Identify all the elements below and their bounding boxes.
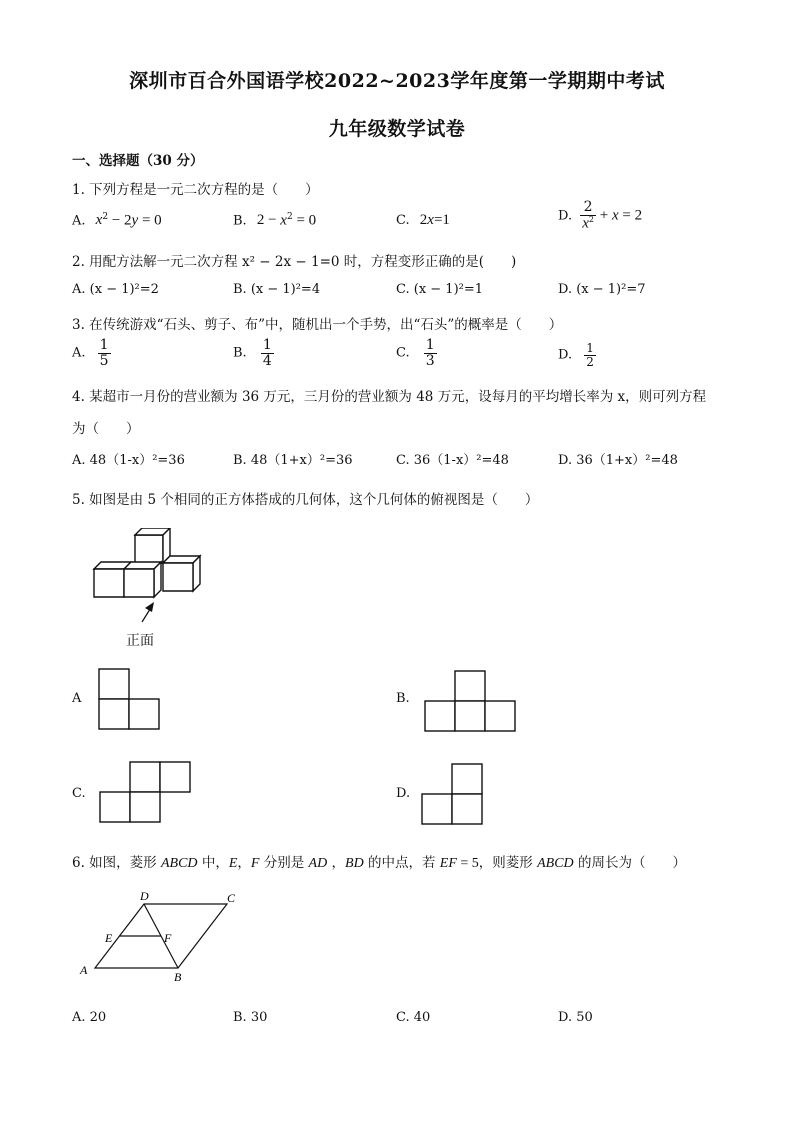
- cube-right-back: [163, 556, 200, 591]
- question-2-text: 2. 用配方法解一元二次方程 x² − 2x − 1=0 时，方程变形正确的是( ): [72, 254, 517, 270]
- q1-b-part1: 2 −: [256, 212, 281, 229]
- q2-option-c[interactable]: C. (x − 1)²=1: [396, 282, 484, 297]
- q4-option-d[interactable]: D. 36（1+x）²=48: [558, 453, 678, 468]
- q4-option-c[interactable]: C. 36（1-x）²=48: [396, 453, 509, 468]
- q1-d-plus: +: [596, 207, 612, 224]
- question-4-text-line2: 为（ ）: [72, 421, 140, 437]
- q1-b-eq: = 0: [292, 212, 317, 229]
- q3-d-numerator: 1: [586, 341, 594, 355]
- q6-ad: AD: [308, 856, 328, 871]
- q3-option-a[interactable]: [72, 338, 111, 368]
- q3-c-numerator: 1: [425, 337, 435, 353]
- label-e: E: [105, 931, 113, 945]
- q3-a-fraction: [98, 338, 111, 368]
- q6-option-a[interactable]: A. 20: [72, 1010, 107, 1025]
- q3-option-b[interactable]: [233, 338, 274, 368]
- question-5-text: 5. 如图是由 5 个相同的正方体搭成的几何体，这个几何体的俯视图是（ ）: [72, 492, 539, 508]
- page-title: 深圳市百合外国语学校2022~2023学年度第一学期期中考试: [129, 70, 665, 92]
- q1-d-eq: = 2: [618, 207, 643, 224]
- q1-c-x: x: [427, 212, 434, 228]
- q2-option-b[interactable]: B. (x − 1)²=4: [233, 282, 321, 297]
- q1-a-eq: = 0: [138, 212, 162, 229]
- question-3-text: 3. 在传统游戏“石头、剪子、布”中，随机出一个手势，出“石头”的概率是（ ）: [72, 317, 563, 333]
- page-subtitle: 九年级数学试卷: [328, 118, 466, 140]
- q3-b-denominator: 4: [262, 352, 272, 369]
- q1-a-y: y: [131, 212, 139, 229]
- q6-comma: ，: [237, 855, 251, 871]
- q6-text-pre: 6. 如图，菱形: [72, 855, 161, 871]
- q6-rhombus-figure: [74, 888, 249, 988]
- q3-option-a-label: A.: [72, 345, 86, 361]
- q1-d-fraction: [580, 200, 596, 232]
- q6-text-mid2: 分别是: [259, 855, 309, 871]
- q1-c-2: 2: [419, 212, 428, 228]
- q1-option-c[interactable]: [396, 212, 450, 229]
- q2-option-a[interactable]: A. (x − 1)²=2: [72, 282, 159, 297]
- q1-d-denominator: x: [582, 215, 589, 232]
- q6-text-end: 的周长为（ ）: [573, 855, 686, 871]
- q6-text-mid1: 中，: [197, 855, 229, 871]
- question-6-text: [72, 851, 686, 872]
- label-a: A: [80, 963, 88, 977]
- q1-option-d-label: D.: [558, 208, 573, 224]
- question-4-text-line1: 4. 某超市一月份的营业额为 36 万元，三月份的营业额为 48 万元，设每月的平均增长率为 x，则可列方程: [72, 389, 707, 405]
- q6-abcd: ABCD: [160, 856, 198, 871]
- q6-bd: BD: [345, 856, 364, 871]
- q3-option-c-label: C.: [396, 345, 410, 361]
- front-arrow: [142, 602, 154, 622]
- q3-a-denominator: 5: [99, 352, 109, 369]
- q1-option-c-label: C.: [396, 213, 410, 228]
- q5-option-b-label[interactable]: B.: [396, 691, 410, 706]
- label-c: C: [227, 891, 236, 905]
- q3-b-fraction: [261, 338, 274, 368]
- q5-option-d-figure[interactable]: [421, 763, 483, 825]
- q5-option-c-label[interactable]: C.: [72, 786, 86, 801]
- q3-b-numerator: 1: [262, 337, 272, 353]
- q6-option-b[interactable]: B. 30: [233, 1010, 268, 1025]
- q2-option-d[interactable]: D. (x − 1)²=7: [558, 282, 646, 297]
- q6-option-c[interactable]: C. 40: [396, 1010, 431, 1025]
- q6-eq: = 5: [456, 856, 479, 871]
- q1-c-eq: =1: [433, 212, 450, 228]
- label-d: D: [140, 889, 149, 903]
- q6-ef: EF: [439, 856, 457, 871]
- q1-a-minus: − 2: [108, 212, 132, 229]
- q6-e: E: [228, 856, 238, 871]
- q1-a-x: x: [95, 212, 103, 229]
- q5-option-b-figure[interactable]: [424, 670, 516, 732]
- q1-b-exp: 2: [286, 212, 293, 222]
- q1-option-b-label: B.: [233, 213, 247, 229]
- q1-option-a-label: A.: [72, 213, 86, 229]
- q3-option-d[interactable]: [558, 342, 596, 368]
- label-b: B: [174, 970, 182, 984]
- q6-text-mid3: 的中点，若: [363, 855, 440, 871]
- q1-option-b[interactable]: [233, 212, 316, 229]
- q1-b-x: x: [280, 212, 287, 229]
- q1-option-a[interactable]: [72, 212, 162, 229]
- q5-front-label: 正面: [126, 633, 154, 649]
- q3-option-b-label: B.: [233, 345, 247, 361]
- q6-abcd2: ABCD: [537, 856, 574, 871]
- q5-option-d-label[interactable]: D.: [396, 786, 411, 801]
- question-1-text: 1. 下列方程是一元二次方程的是（ ）: [72, 182, 319, 198]
- q5-option-a-figure[interactable]: [98, 668, 160, 730]
- q6-option-d[interactable]: D. 50: [558, 1010, 593, 1025]
- q3-d-denominator: 2: [586, 354, 594, 369]
- q4-option-b[interactable]: B. 48（1+x）²=36: [233, 453, 353, 468]
- cube-front-row: [94, 562, 161, 597]
- q3-option-c[interactable]: [396, 338, 437, 368]
- q1-d-x: x: [611, 207, 619, 224]
- q4-option-a[interactable]: A. 48（1-x）²=36: [72, 453, 185, 468]
- q3-option-d-label: D.: [558, 347, 573, 363]
- q1-d-den-exp: 2: [588, 214, 594, 224]
- q6-sep: ，: [327, 855, 346, 871]
- q3-a-numerator: 1: [99, 337, 109, 353]
- q6-f: F: [250, 856, 260, 871]
- q5-option-a-label[interactable]: A: [72, 691, 82, 706]
- label-f: F: [164, 931, 172, 945]
- q3-c-denominator: 3: [425, 352, 435, 369]
- q3-c-fraction: [424, 338, 437, 368]
- q1-a-exp: 2: [102, 212, 109, 222]
- q1-d-numerator: 2: [580, 200, 596, 216]
- section-heading: 一、选择题（30 分）: [72, 153, 204, 169]
- cube-top: [135, 528, 170, 563]
- q1-option-d[interactable]: [558, 200, 642, 232]
- q6-text-mid4: ，则菱形: [478, 855, 538, 871]
- q5-option-c-figure[interactable]: [99, 761, 191, 823]
- q3-d-fraction: [584, 342, 596, 368]
